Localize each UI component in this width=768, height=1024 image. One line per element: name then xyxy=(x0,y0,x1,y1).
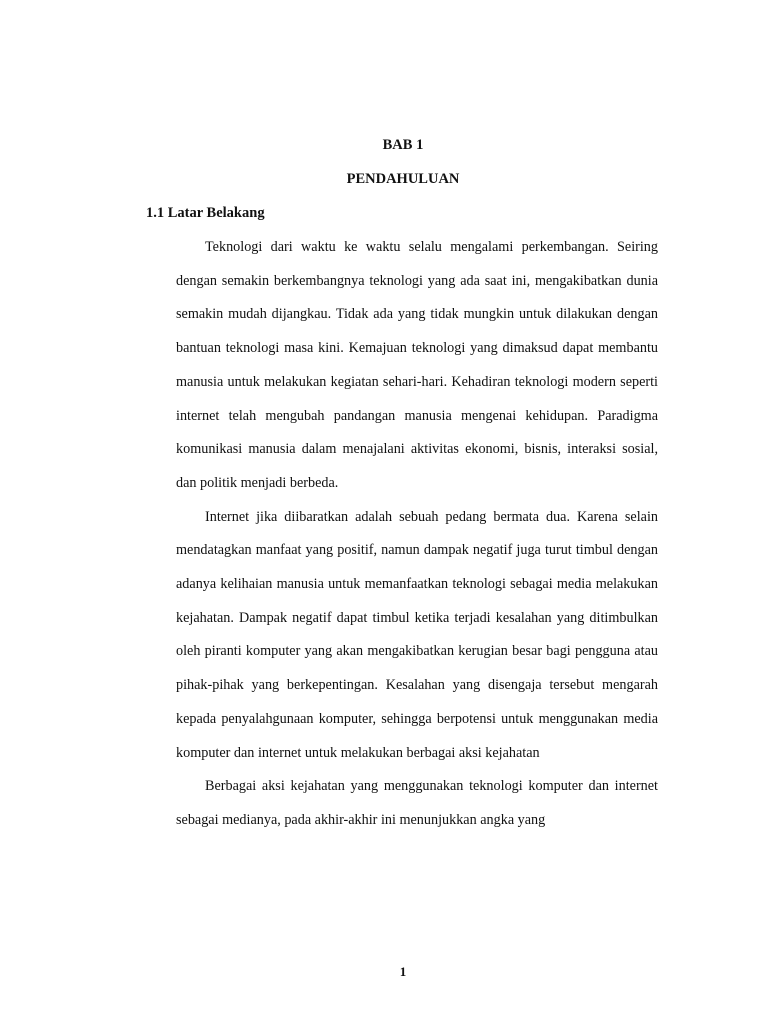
chapter-number: BAB 1 xyxy=(382,137,424,153)
paragraph: Internet jika diibaratkan adalah sebuah pedang bermata dua. Karena selain mendatagkan manfaat yang positif, namun dampak negatif juga turut timbul dengan adanya kelihaian manusia untuk memanfaatkan teknologi sebagai media melakukan kejahatan. Dampak negatif dapat timbul ketika terjadi kesalahan yang ditimbulkan oleh piranti komputer yang akan mengakibatkan kerugian besar bagi pengguna atau pihak-pihak yang berkepentingan. Kesalahan yang disengaja tersebut mengarah kepada penyalahgunaan komputer, sehingga berpotensi untuk menggunakan media komputer dan internet untuk melakukan berbagai aksi kejahatan xyxy=(176,508,658,761)
body-text xyxy=(176,231,658,838)
section-heading: 1.1 Latar Belakang xyxy=(146,205,265,221)
page-number: 1 xyxy=(399,964,407,979)
paragraph: Berbagai aksi kejahatan yang menggunakan teknologi komputer dan internet sebagai medianya, pada akhir-akhir ini menunjukkan angka yang xyxy=(176,778,658,828)
chapter-title: PENDAHULUAN xyxy=(346,171,460,187)
paragraph: Teknologi dari waktu ke waktu selalu mengalami perkembangan. Seiring dengan semakin berkembangnya teknologi yang ada saat ini, mengakibatkan dunia semakin mudah dijangkau. Tidak ada yang tidak mungkin untuk dilakukan dengan bantuan teknologi masa kini. Kemajuan teknologi yang dimaksud dapat membantu manusia untuk melakukan kegiatan sehari-hari. Kehadiran teknologi modern seperti internet telah mengubah pandangan manusia mengenai kehidupan. Paradigma komunikasi manusia dalam menajalani aktivitas ekonomi, bisnis, interaksi sosial, dan politik menjadi berbeda. xyxy=(176,239,658,491)
